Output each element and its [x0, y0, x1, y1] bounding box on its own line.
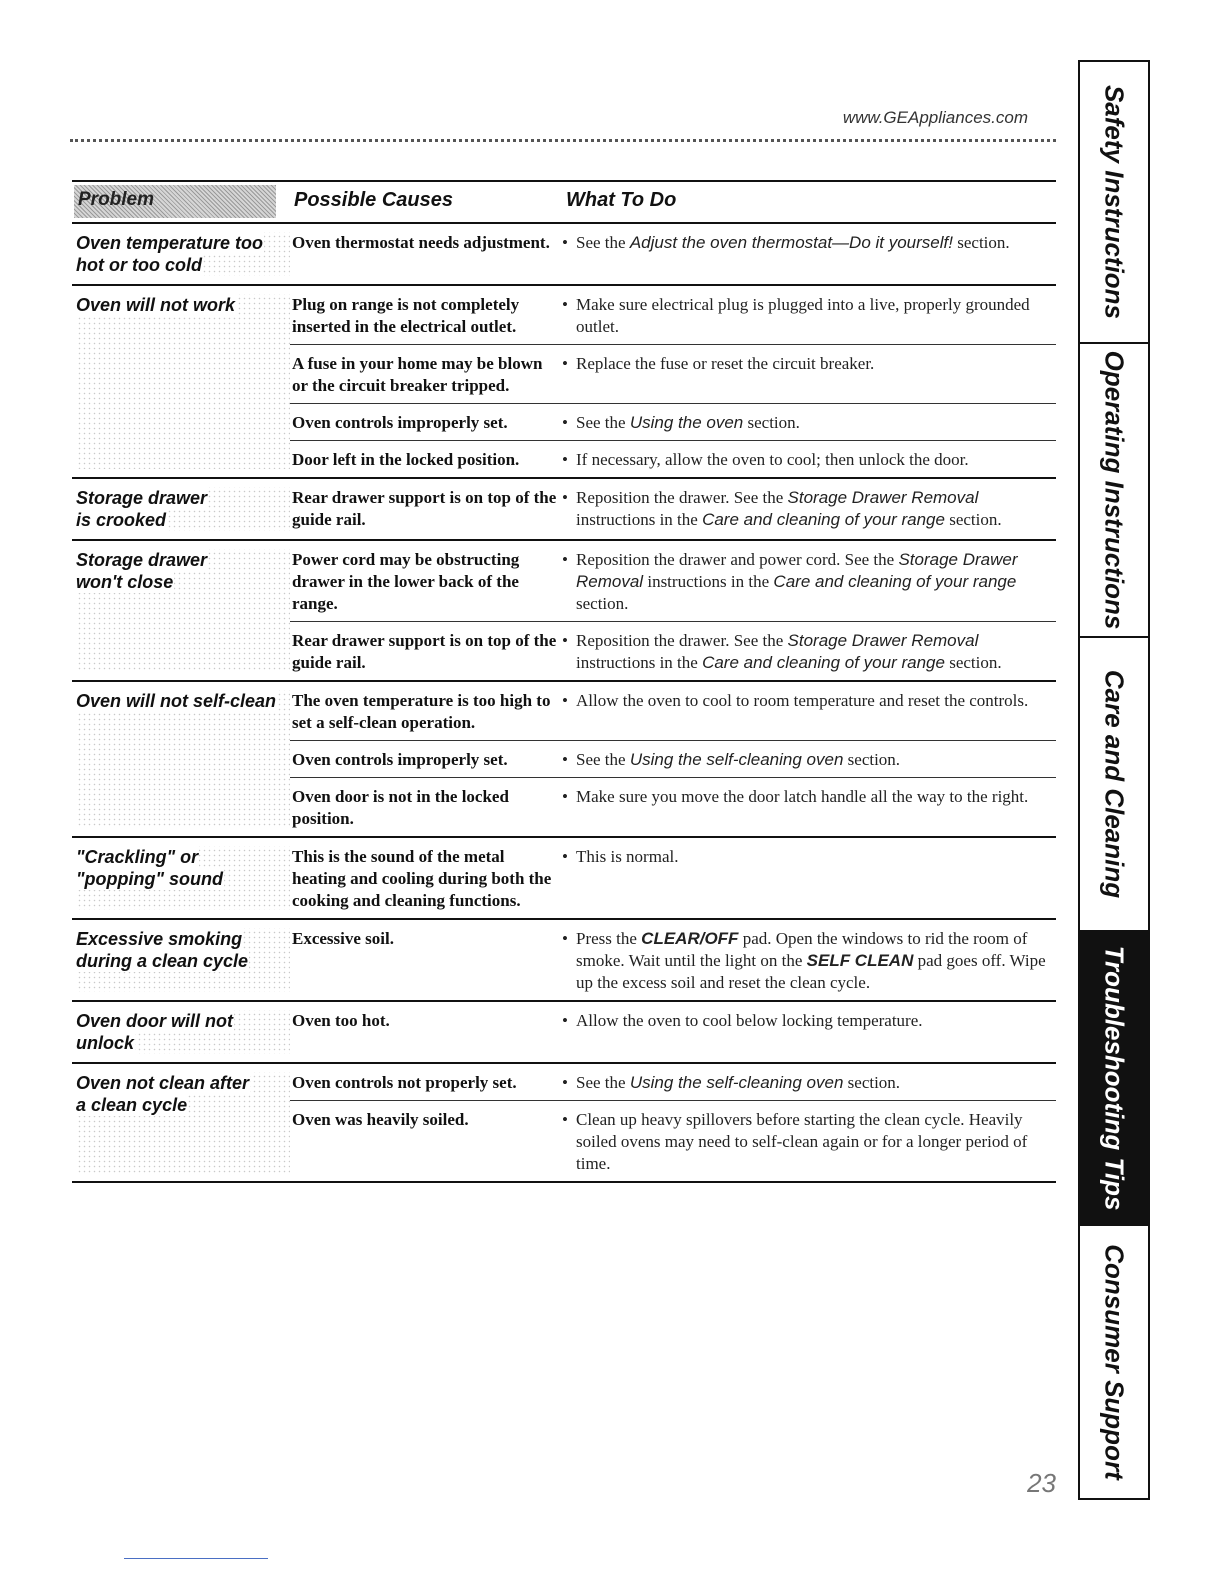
possible-cause: Oven controls improperly set.	[292, 750, 508, 769]
bullet-icon: •	[562, 750, 568, 769]
bullet-icon: •	[562, 354, 568, 373]
tab-operating-instructions[interactable]	[1080, 344, 1148, 638]
todo-fragment: instructions in the	[643, 572, 774, 591]
what-to-do	[562, 404, 1056, 440]
todo-fragment: Make sure you move the door latch handle all the way to the right.	[576, 787, 1029, 806]
problem-text: Oven will not work	[76, 295, 236, 315]
section-reference: Using the oven	[629, 413, 744, 432]
problem-group	[72, 1002, 1056, 1064]
site-url[interactable]: www.GEAppliances.com	[842, 108, 1028, 127]
problem-text: Oven temperature too	[76, 233, 264, 253]
todo-text	[576, 487, 1056, 531]
todo-text	[576, 630, 1056, 674]
pad-name: CLEAR/OFF	[641, 929, 739, 948]
todo-text	[576, 412, 1056, 434]
bullet-icon: •	[562, 1110, 568, 1129]
table-row	[290, 920, 1056, 1000]
cause-rows	[290, 286, 1056, 477]
problem-text: Oven not clean after	[76, 1073, 250, 1093]
problem-text: Storage drawer	[76, 488, 208, 508]
table-body	[72, 224, 1056, 1183]
what-to-do	[562, 479, 1056, 537]
possible-cause: Oven controls improperly set.	[292, 413, 508, 432]
page-number: 23	[1027, 1468, 1056, 1498]
todo-fragment: instructions in the	[576, 510, 703, 529]
problem-group	[72, 838, 1056, 920]
tab-label: Safety Instructions	[1099, 84, 1130, 320]
tab-label: Consumer Support	[1099, 1244, 1130, 1480]
problem-group	[72, 682, 1056, 838]
bullet-icon: •	[562, 691, 568, 710]
section-sidebar	[1078, 60, 1150, 1500]
possible-cause: Excessive soil.	[292, 929, 394, 948]
tab-label: Troubleshooting Tips	[1099, 945, 1130, 1211]
what-to-do	[562, 920, 1056, 1000]
problem-text: "Crackling" or	[76, 847, 199, 867]
table-header	[72, 180, 1056, 224]
todo-fragment: Reposition the drawer and power cord. See the	[576, 550, 899, 569]
todo-fragment: Make sure electrical plug is plugged into a live, properly grounded outlet.	[576, 295, 1030, 336]
section-reference: Care and cleaning of your range	[773, 572, 1017, 591]
problem-cell	[72, 838, 290, 918]
problem-text: "popping" sound	[76, 869, 224, 889]
possible-cause: The oven temperature is too high to set a self-clean operation.	[292, 691, 551, 732]
todo-fragment: Reposition the drawer. See the	[576, 488, 788, 507]
what-to-do	[562, 1064, 1056, 1100]
what-to-do	[562, 778, 1056, 836]
problem-text: unlock	[76, 1033, 135, 1053]
todo-fragment: instructions in the	[576, 653, 703, 672]
table-row	[290, 541, 1056, 621]
bullet-icon: •	[562, 1073, 568, 1092]
bullet-icon: •	[562, 295, 568, 314]
bullet-icon: •	[562, 413, 568, 432]
problem-group	[72, 1064, 1056, 1183]
problem-text: is crooked	[76, 510, 167, 530]
todo-text	[576, 1072, 1056, 1094]
todo-fragment: section.	[843, 750, 901, 769]
section-reference: Care and cleaning of your range	[702, 510, 945, 529]
todo-fragment: See the	[576, 413, 630, 432]
problem-text: Storage drawer	[76, 550, 208, 570]
todo-fragment: section.	[843, 1073, 901, 1092]
todo-fragment: Clean up heavy spillovers before starting the clean cycle. Heavily soiled ovens may need to self-clean again or for a longer period of time.	[576, 1110, 1028, 1173]
cause-rows	[290, 838, 1056, 918]
todo-fragment: If necessary, allow the oven to cool; then unlock the door.	[576, 450, 969, 469]
table-row	[290, 777, 1056, 836]
dotted-rule	[70, 139, 1056, 142]
table-row	[290, 1064, 1056, 1100]
todo-fragment: section.	[944, 653, 1002, 672]
problem-group	[72, 479, 1056, 541]
problem-text: during a clean cycle	[76, 951, 249, 971]
todo-fragment: See the	[576, 233, 630, 252]
possible-cause: Oven too hot.	[292, 1011, 390, 1030]
footer-line	[124, 1558, 268, 1559]
table-row	[290, 682, 1056, 740]
cause-rows	[290, 920, 1056, 1000]
todo-fragment: section.	[944, 510, 1002, 529]
table-row	[290, 440, 1056, 477]
problem-cell	[72, 541, 290, 680]
todo-header: What To Do	[566, 189, 677, 211]
table-row	[290, 403, 1056, 440]
what-to-do	[562, 741, 1056, 777]
bullet-icon: •	[562, 929, 568, 948]
possible-cause: A fuse in your home may be blown or the circuit breaker tripped.	[292, 354, 543, 395]
section-reference: Adjust the oven thermostat—Do it yourself!	[629, 233, 953, 252]
todo-text	[576, 928, 1056, 994]
problem-text: Excessive smoking	[76, 929, 243, 949]
todo-text	[576, 294, 1056, 338]
bullet-icon: •	[562, 1011, 568, 1030]
todo-fragment: section.	[952, 233, 1010, 252]
table-row	[290, 1002, 1056, 1038]
todo-fragment: Press the	[576, 929, 642, 948]
possible-cause: Plug on range is not completely inserted in the electrical outlet.	[292, 295, 520, 336]
todo-text	[576, 846, 1056, 912]
bullet-icon: •	[562, 233, 568, 252]
todo-text	[576, 549, 1056, 615]
what-to-do	[562, 1002, 1056, 1038]
todo-text	[576, 690, 1056, 734]
table-row	[290, 740, 1056, 777]
what-to-do	[562, 345, 1056, 403]
problem-cell	[72, 1002, 290, 1062]
todo-fragment: pad goes off. Wipe up the excess soil and reset the clean cycle.	[576, 951, 1046, 992]
what-to-do	[562, 682, 1056, 740]
possible-cause: This is the sound of the metal heating and cooling during both the cooking and cleaning functions.	[292, 847, 552, 910]
todo-text	[576, 786, 1056, 830]
bullet-icon: •	[562, 488, 568, 507]
bullet-icon: •	[562, 847, 568, 866]
causes-header: Possible Causes	[294, 189, 453, 211]
bullet-icon: •	[562, 787, 568, 806]
cause-rows	[290, 541, 1056, 680]
section-reference: Care and cleaning of your range	[702, 653, 945, 672]
problem-group	[72, 541, 1056, 682]
possible-cause: Oven thermostat needs adjustment.	[292, 233, 550, 252]
problem-cell	[72, 224, 290, 284]
what-to-do	[562, 286, 1056, 344]
problem-header: Problem	[78, 189, 155, 210]
possible-cause: Door left in the locked position.	[292, 450, 520, 469]
problem-text: a clean cycle	[76, 1095, 188, 1115]
tab-label: Operating Instructions	[1099, 350, 1130, 630]
bullet-icon: •	[562, 550, 568, 569]
bullet-icon: •	[562, 450, 568, 469]
possible-cause: Rear drawer support is on top of the guide rail.	[292, 631, 557, 672]
cause-rows	[290, 682, 1056, 836]
table-row	[290, 286, 1056, 344]
problem-cell	[72, 1064, 290, 1181]
problem-text: Oven will not self-clean	[76, 691, 277, 711]
problem-cell	[72, 286, 290, 477]
what-to-do	[562, 441, 1056, 477]
possible-cause: Rear drawer support is on top of the guide rail.	[292, 488, 557, 529]
todo-fragment: Allow the oven to cool below locking temperature.	[576, 1011, 923, 1030]
todo-fragment: pad. Open the windows to rid the room of smoke. Wait until the light on the	[576, 929, 1028, 970]
section-reference: Storage Drawer Removal	[787, 631, 979, 650]
what-to-do	[562, 541, 1056, 621]
problem-group	[72, 920, 1056, 1002]
table-row	[290, 838, 1056, 918]
possible-cause: Oven was heavily soiled.	[292, 1110, 469, 1129]
problem-text: Oven door will not	[76, 1011, 233, 1031]
problem-header-cell	[74, 185, 276, 218]
what-to-do	[562, 838, 1056, 918]
todo-text	[576, 749, 1056, 771]
section-reference: Using the self-cleaning oven	[629, 750, 844, 769]
table-row	[290, 224, 1056, 260]
problem-cell	[72, 682, 290, 836]
what-to-do	[562, 1101, 1056, 1181]
todo-text	[576, 232, 1056, 254]
todo-fragment: This is normal.	[576, 847, 679, 866]
todo-fragment: section.	[743, 413, 800, 432]
cause-rows	[290, 1002, 1056, 1062]
tab-consumer-support[interactable]	[1080, 1226, 1148, 1498]
section-reference: Storage Drawer Removal	[787, 488, 979, 507]
table-row	[290, 479, 1056, 537]
problem-text: hot or too cold	[76, 255, 202, 275]
tab-troubleshooting-tips[interactable]	[1080, 932, 1148, 1226]
section-reference: Storage Drawer Removal	[576, 550, 1018, 591]
what-to-do	[562, 622, 1056, 680]
bullet-icon: •	[562, 631, 568, 650]
possible-cause: Oven door is not in the locked position.	[292, 787, 509, 828]
todo-text	[576, 353, 1056, 397]
possible-cause: Power cord may be obstructing drawer in the lower back of the range.	[292, 550, 520, 613]
todo-fragment: Replace the fuse or reset the circuit breaker.	[576, 354, 875, 373]
todo-fragment: section.	[576, 594, 629, 613]
section-reference: Using the self-cleaning oven	[629, 1073, 844, 1092]
tab-care-and-cleaning[interactable]	[1080, 638, 1148, 932]
todo-fragment: See the	[576, 750, 630, 769]
problem-group	[72, 286, 1056, 479]
troubleshooting-table	[72, 180, 1056, 1183]
tab-safety-instructions[interactable]	[1080, 62, 1148, 344]
todo-fragment: Allow the oven to cool to room temperature and reset the controls.	[576, 691, 1029, 710]
cause-rows	[290, 224, 1056, 284]
todo-text	[576, 449, 1056, 471]
problem-group	[72, 224, 1056, 286]
problem-text: won't close	[76, 572, 174, 592]
cause-rows	[290, 1064, 1056, 1181]
problem-cell	[72, 479, 290, 539]
possible-cause: Oven controls not properly set.	[292, 1073, 517, 1092]
table-row	[290, 344, 1056, 403]
tab-label: Care and Cleaning	[1099, 669, 1130, 899]
todo-text	[576, 1010, 1056, 1032]
cause-rows	[290, 479, 1056, 539]
todo-text	[576, 1109, 1056, 1175]
table-row	[290, 621, 1056, 680]
problem-cell	[72, 920, 290, 1000]
todo-fragment: See the	[576, 1073, 630, 1092]
todo-fragment: Reposition the drawer. See the	[576, 631, 788, 650]
table-row	[290, 1100, 1056, 1181]
pad-name: SELF CLEAN	[806, 951, 914, 970]
what-to-do	[562, 224, 1056, 260]
